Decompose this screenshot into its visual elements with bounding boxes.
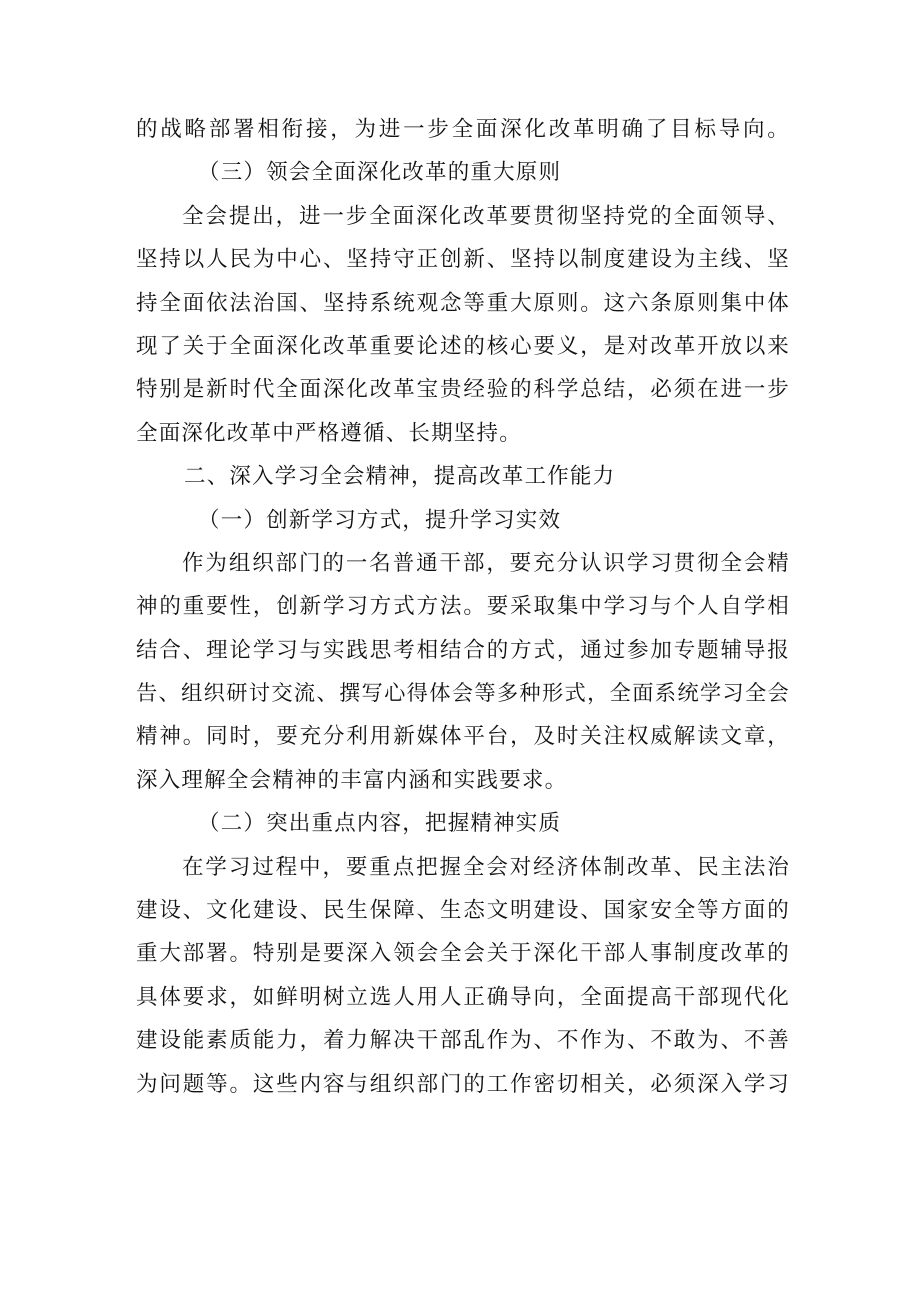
paragraph-line: 全会提出，进一步全面深化改革要贯彻坚持党的全面领导、 [182,203,790,229]
paragraph-line: 精神。同时，要充分利用新媒体平台，及时关注权威解读文章， [136,724,790,750]
paragraph-line: 建设、文化建设、民生保障、生态文明建设、国家安全等方面的 [136,898,790,924]
paragraph-line: 具体要求，如鲜明树立选人用人正确导向，全面提高干部现代化 [136,984,790,1010]
paragraph-line: 重大部署。特别是要深入领会全会关于深化干部人事制度改革的 [136,941,790,967]
paragraph-line: 在学习过程中，要重点把握全会对经济体制改革、民主法治 [182,854,790,880]
paragraph-line: 结合、理论学习与实践思考相结合的方式，通过参加专题辅导报 [136,637,790,663]
paragraph-line: 特别是新时代全面深化改革宝贵经验的科学总结，必须在进一步 [136,377,790,403]
section-heading-2-sub: （二）突出重点内容，把握精神实质 [198,811,562,837]
paragraph-line: 作为组织部门的一名普通干部，要充分认识学习贯彻全会精 [182,550,790,576]
paragraph-line: 告、组织研讨交流、撰写心得体会等多种形式，全面系统学习全会 [136,681,790,707]
section-heading-3: （三）领会全面深化改革的重大原则 [198,160,562,186]
paragraph-line: 为问题等。这些内容与组织部门的工作密切相关，必须深入学习 [136,1071,790,1097]
paragraph-line: 坚持以人民为中心、坚持守正创新、坚持以制度建设为主线、坚 [136,247,790,273]
paragraph-line: 持全面依法治国、坚持系统观念等重大原则。这六条原则集中体 [136,290,790,316]
paragraph-line: 建设能素质能力，着力解决干部乱作为、不作为、不敢为、不善 [136,1028,790,1054]
document-body [136,108,790,1106]
section-heading-2: 二、深入学习全会精神，提高改革工作能力 [184,464,616,490]
paragraph-line: 的战略部署相衔接，为进一步全面深化改革明确了目标导向。 [136,117,790,142]
paragraph-line: 全面深化改革中严格遵循、长期坚持。 [136,420,522,446]
paragraph-line: 神的重要性，创新学习方式方法。要采取集中学习与个人自学相 [136,594,790,620]
paragraph-line: 深入理解全会精神的丰富内涵和实践要求。 [136,767,568,793]
section-heading-1: （一）创新学习方式，提升学习实效 [198,507,562,533]
paragraph-line: 现了关于全面深化改革重要论述的核心要义，是对改革开放以来 [136,333,790,359]
